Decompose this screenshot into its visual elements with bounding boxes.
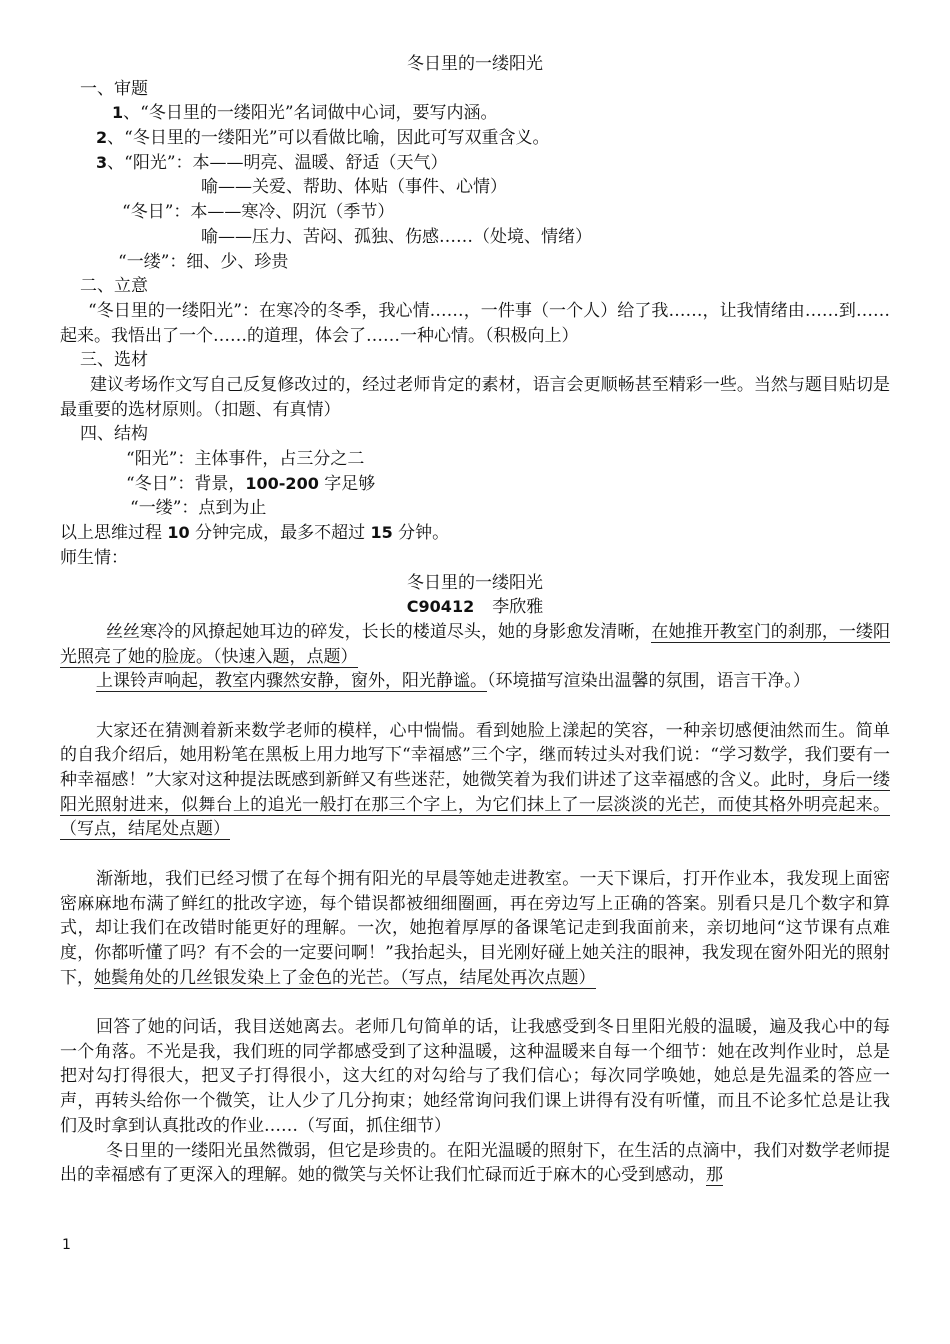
structure-line-3: “一缕”：点到为止: [130, 498, 267, 519]
page-number: 1: [62, 1237, 71, 1253]
time-text: 以上思维过程: [60, 523, 168, 544]
time-number: 15: [370, 523, 393, 543]
essay-paragraph-3: [60, 719, 890, 843]
analysis-item-1: [60, 101, 890, 126]
essay-paragraph-4: [60, 867, 890, 991]
annotation: （写点，结尾处再次点题）: [400, 967, 596, 988]
item-text: 、“冬日里的一缕阳光”名词做中心词，要写内涵。: [123, 103, 498, 124]
analysis-item-2: [60, 126, 890, 151]
analysis-item-3-line-4: 喻——压力、苦闷、孤独、伤感……（处境、情绪）: [201, 226, 592, 247]
page-title: 冬日里的一缕阳光: [407, 54, 543, 74]
annotation: （写点，结尾处点题）: [60, 819, 230, 840]
theme-paragraph: “冬日里的一缕阳光”：在寒冷的冬季，我心情……，一件事（一个人）给了我……，让我情绪由……到……起来。我悟出了一个……的道理，体会了……一种心情。（积极向上）: [60, 300, 890, 346]
analysis-item-3-line-3: “冬日”：本——寒冷、阴沉（季节）: [122, 202, 395, 223]
item-number: 2: [96, 128, 108, 148]
item-number: 3: [96, 152, 108, 172]
essay-code: C90412: [406, 597, 475, 617]
time-number: 10: [167, 523, 190, 543]
material-paragraph: 建议考场作文写自己反复修改过的，经过老师肯定的素材，语言会更顺畅甚至精彩一些。当然与题目贴切是最重要的选材原则。（扣题、有真情）: [60, 374, 890, 420]
annotation: （快速入题，点题）: [213, 646, 358, 667]
structure-line-1: “阳光”：主体事件，占三分之二: [126, 449, 365, 470]
section-heading-3: 三、选材: [80, 350, 148, 371]
underlined-sentence: 在她推开教室门的刹那，一缕阳光照亮了她的脸庞。: [60, 621, 890, 667]
paragraph-text: 冬日里的一缕阳光虽然微弱，但它是珍贵的。在阳光温暖的照射下，在生活的点滴中，我们对数学老师提出的幸福感有了更深入的理解。她的微笑与关怀让我们忙碌而近于麻木的心受到感动，: [60, 1140, 890, 1186]
section-heading-1: 一、审题: [80, 78, 148, 99]
structure-line-2: [60, 472, 890, 497]
structure-text: “冬日”：背景，: [126, 473, 246, 494]
essay-byline: [60, 595, 890, 620]
paragraph-text: 丝丝寒冷的风撩起她耳边的碎发，长长的楼道尽头，她的身影愈发清晰，: [106, 621, 652, 642]
time-text: 分钟。: [392, 523, 450, 544]
underlined-sentence: 上课铃声响起，教室内骤然安静，窗外，阳光静谧。: [96, 671, 487, 692]
essay-paragraph-1: [60, 620, 890, 669]
essay-paragraph-5: 回答了她的问话，我目送她离去。老师几句简单的话，让我感受到冬日里阳光般的温暖，遍及我心中的每一个角落。不光是我，我们班的同学都感受到了这种温暖，这种温暖来自每一个细节：她在改判作业时，总是把对勾打得很大，把叉子打得很小，这大红的对勾给与了我们信心；每次同学唤她，她总是先温柔的答应一声，再转头给你一个微笑，让人少了几分拘束；她经常询问我们课上讲得有没有听懂，而且不论多忙总是让我们及时拿到认真批改的作业……（写面，抓住细节）: [60, 1017, 890, 1136]
essay-paragraph-6: [60, 1139, 890, 1188]
essay-title: 冬日里的一缕阳光: [407, 572, 543, 593]
item-text: 、“冬日里的一缕阳光”可以看做比喻，因此可写双重含义。: [107, 128, 550, 149]
paragraph-text: 渐渐地，我们已经习惯了在每个拥有阳光的早晨等她走进教室。一天下课后，打开作业本，我发现上面密密麻麻地布满了鲜红的批改字迹，每个错误都被细细圈画，再在旁边写上正确的答案。别看只是几个数字和算式，却让我们在改错时能更好的理解。一次，她抱着厚厚的备课笔记走到我面前来，亲切地问“这节课有点难度，你都听懂了吗？有不会的一定要问啊！”我抬起头，目光刚好碰上她关注的眼神，我发现在窗外阳光的照射下，: [60, 868, 890, 988]
paragraph-text: 大家还在猜测着新来数学老师的模样，心中惴惴。看到她脸上漾起的笑容，一种亲切感便油然而生。简单的自我介绍后，她用粉笔在黑板上用力地写下“幸福感”三个字，继而转过头对我们说：“学习数学，我们要有一种幸福感！”大家对这种提法既感到新鲜又有些迷茫，她微笑着为我们讲述了这幸福感的含义。: [60, 720, 890, 791]
section-label: 师生情：: [60, 547, 128, 568]
structure-text: 字足够: [318, 473, 376, 494]
time-text: 分钟完成，最多不超过: [189, 523, 371, 544]
analysis-item-3-line-5: “一缕”：细、少、珍贵: [118, 251, 289, 272]
document-page: [60, 52, 890, 1188]
section-heading-4: 四、结构: [80, 424, 148, 445]
time-note: [60, 521, 890, 546]
section-heading-2: 二、立意: [80, 276, 148, 297]
underlined-sentence: 此时，身后一缕阳光照射进来，似舞台上的追光一般打在那三个字上，为它们抹上了一层淡淡的光芒，而使其格外明亮起来。: [60, 770, 890, 815]
underlined-sentence: 她鬓角处的几丝银发染上了金色的光芒。: [94, 967, 400, 988]
underlined-sentence: 那: [706, 1165, 723, 1186]
essay-paragraph-2: [60, 669, 890, 694]
analysis-item-3: [60, 151, 890, 176]
analysis-item-3-line-2: 喻——关爱、帮助、体贴（事件、心情）: [201, 177, 507, 198]
item-number: 1: [112, 103, 124, 123]
structure-number: 100-200: [245, 473, 319, 493]
item-text: 、“阳光”：本——明亮、温暖、舒适（天气）: [107, 152, 448, 173]
annotation: （环境描写渲染出温馨的氛围，语言干净。）: [487, 671, 810, 692]
essay-author: 李欣雅: [492, 597, 544, 618]
